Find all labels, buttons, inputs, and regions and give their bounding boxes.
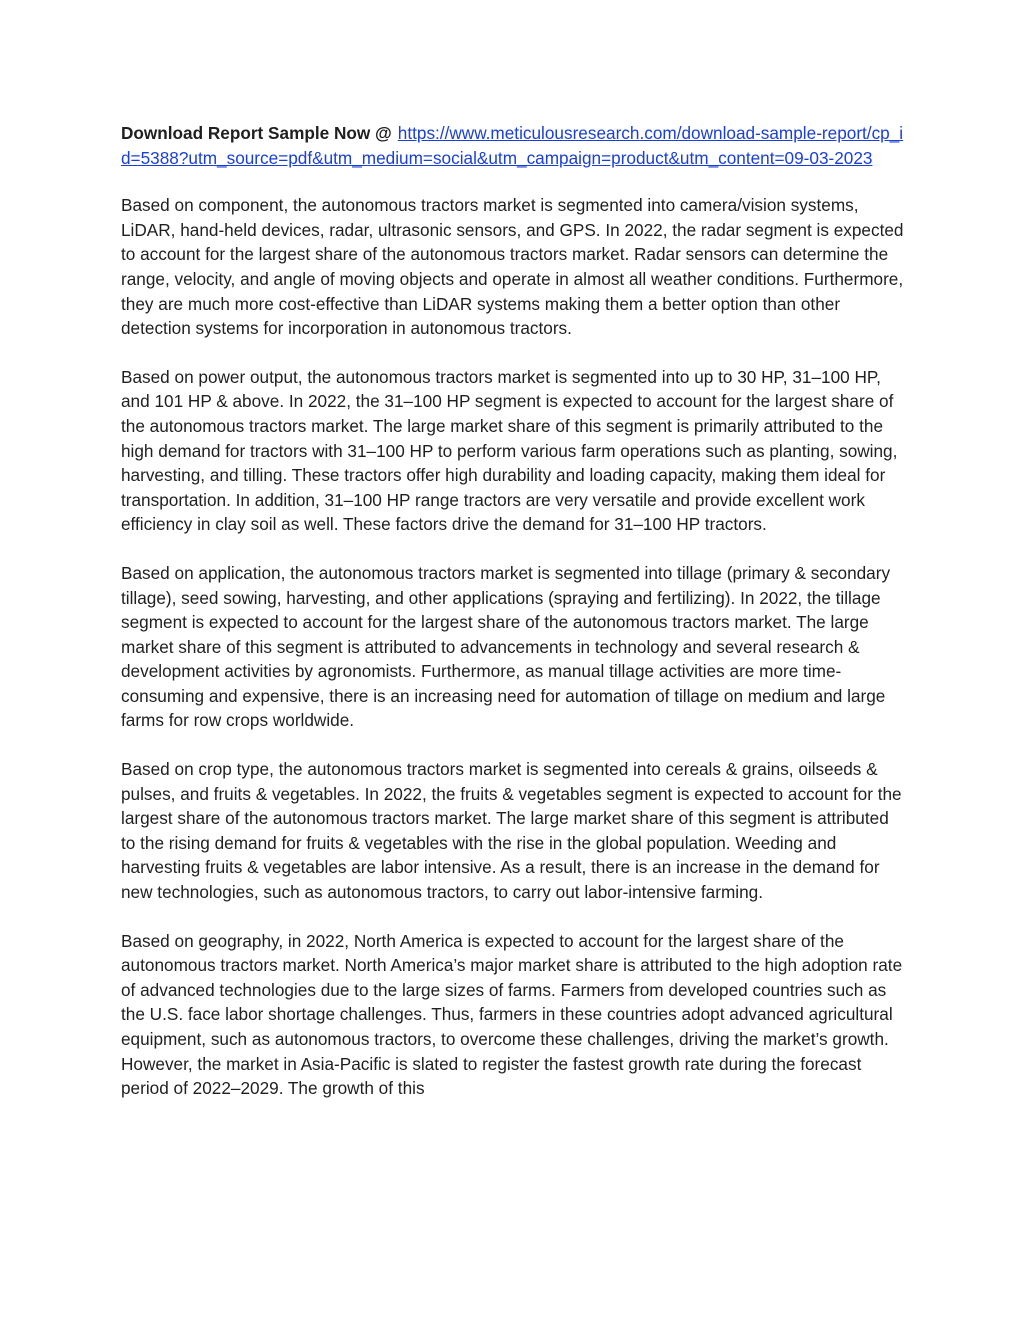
paragraph-application: Based on application, the autonomous tractors market is segmented into tillage (primary & secondary tillage), seed sowing, harvesting, and other applications (spraying and fertilizing). In 2022, the tillage segment is expected to account for the largest share of the autonomous tractors market. The large market share of this segment is attributed to advancements in technology and several research & development activities by agronomists. Furthermore, as manual tillage activities are more time-consuming and expensive, there is an increasing need for automation of tillage on medium and large farms for row crops worldwide.	[121, 562, 891, 731]
paragraph-component: Based on component, the autonomous tractors market is segmented into camera/vision systems, LiDAR, hand-held devices, radar, ultrasonic sensors, and GPS. In 2022, the radar segment is expected to account for the largest share of the autonomous tractors market. Radar sensors can determine the range, velocity, and angle of moving objects and operate in almost all weather conditions. Furthermore, they are much more cost-effective than LiDAR systems making them a better option than other detection systems for incorporation in autonomous tractors.	[121, 195, 904, 339]
download-sample-link[interactable]: https://www.meticulousresearch.com/download-sample-report/cp_id=5388?utm_source=pdf&utm_medium=social&utm_campaign=product&utm_content=09-03-2023	[121, 123, 904, 168]
document-page	[121, 121, 906, 1125]
download-line	[121, 121, 906, 170]
download-label: Download Report Sample Now @	[121, 123, 392, 143]
paragraph-geography: Based on geography, in 2022, North America is expected to account for the largest share of the autonomous tractors market. North America’s major market share is attributed to the high adoption rate of advanced technologies due to the large sizes of farms. Farmers from developed countries such as the U.S. face labor shortage challenges. Thus, farmers in these countries adopt advanced agricultural equipment, such as autonomous tractors, to overcome these challenges, driving the market’s growth. However, the market in Asia-Pacific is slated to register the fastest growth rate during the forecast period of 2022–2029. The growth of this	[121, 930, 903, 1099]
paragraph-crop-type: Based on crop type, the autonomous tractors market is segmented into cereals & grains, oilseeds & pulses, and fruits & vegetables. In 2022, the fruits & vegetables segment is expected to account for the largest share of the autonomous tractors market. The large market share of this segment is attributed to the rising demand for fruits & vegetables with the rise in the global population. Weeding and harvesting fruits & vegetables are labor intensive. As a result, there is an increase in the demand for new technologies, such as autonomous tractors, to carry out labor-intensive farming.	[121, 759, 902, 903]
paragraph-power-output: Based on power output, the autonomous tractors market is segmented into up to 30 HP, 31–100 HP, and 101 HP & above. In 2022, the 31–100 HP segment is expected to account for the largest share of the autonomous tractors market. The large market share of this segment is primarily attributed to the high demand for tractors with 31–100 HP to perform various farm operations such as planting, sowing, harvesting, and tilling. These tractors offer high durability and loading capacity, making them ideal for transportation. In addition, 31–100 HP range tractors are very versatile and provide excellent work efficiency in clay soil as well. These factors drive the demand for 31–100 HP tractors.	[121, 366, 898, 535]
